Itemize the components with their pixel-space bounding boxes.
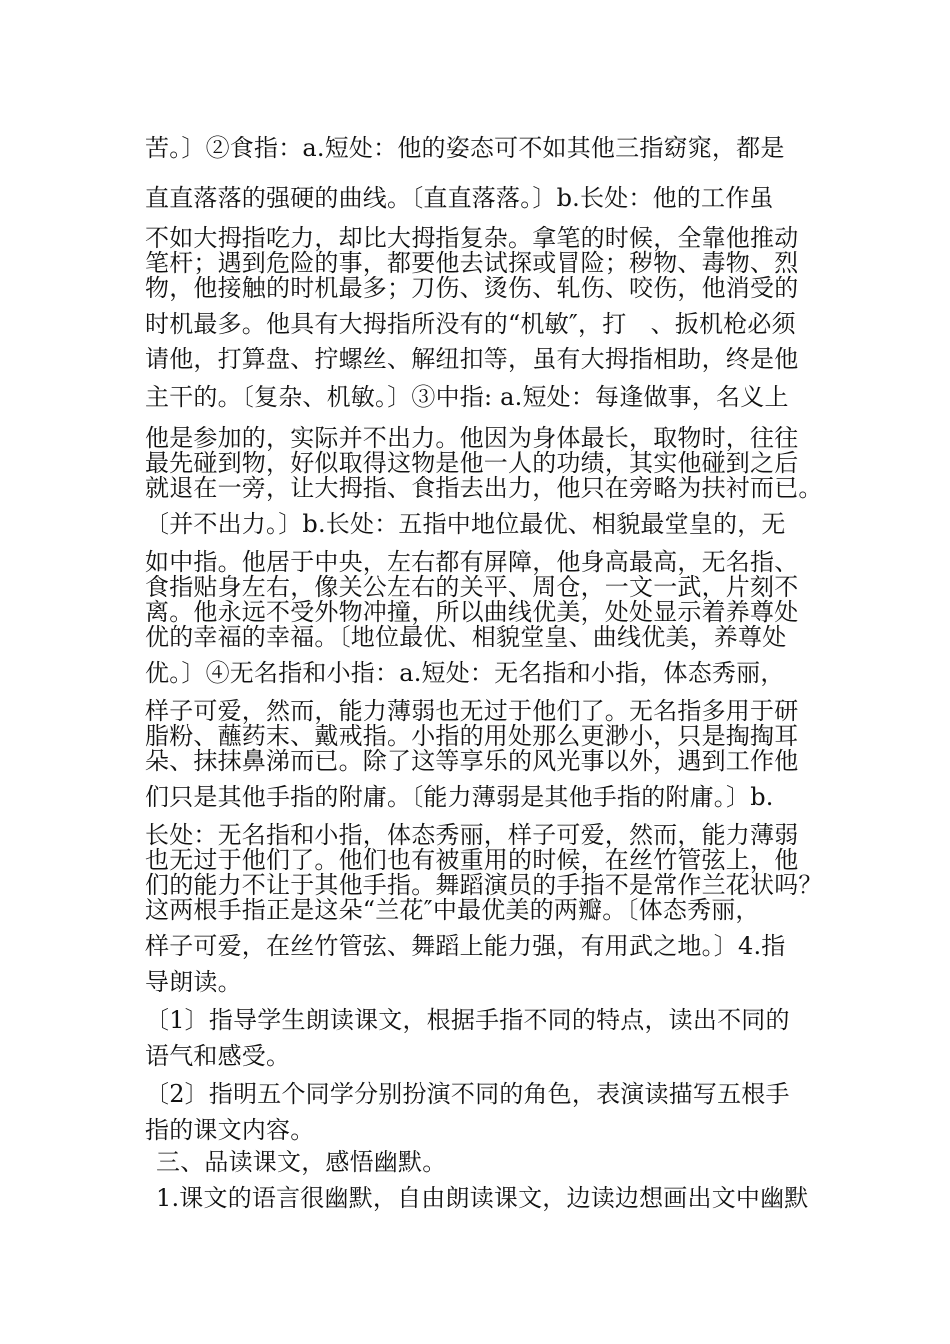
text-line: 语气和感受。 [145,1042,291,1070]
text-line: 〔2〕指明五个同学分别扮演不同的角色，表演读描写五根手 [145,1080,790,1108]
text-line: 脂粉、蘸药末、戴戒指。小指的用处那么更渺小，只是掏掏耳 [145,722,799,750]
text-line: 不如大拇指吃力，却比大拇指复杂。拿笔的时候，全靠他推动 [145,224,799,252]
text-line: 也无过于他们了。他们也有被重用的时候，在丝竹管弦上，他 [145,846,799,874]
text-line: 苦。〕②食指：a.短处：他的姿态可不如其他三指窈窕，都是 [145,134,785,162]
text-line: 优的幸福的幸福。〔地位最优、相貌堂皇、曲线优美，养尊处 [145,623,787,651]
text-line: 样子可爱，然而，能力薄弱也无过于他们了。无名指多用于研 [145,697,799,725]
text-line: 朵、抹抹鼻涕而已。除了这等享乐的风光事以外，遇到工作他 [145,747,799,775]
text-line: 物，他接触的时机最多；刀伤、烫伤、轧伤、咬伤，他消受的 [145,274,799,302]
section-heading: 三、品读课文，感悟幽默。 [156,1148,447,1176]
text-line: 〔1〕指导学生朗读课文，根据手指不同的特点，读出不同的 [145,1006,790,1034]
text-line: 如中指。他居于中央，左右都有屏障，他身高最高，无名指、 [145,548,799,576]
text-line: 这两根手指正是这朵“兰花″中最优美的两瓣。〔体态秀丽， [145,896,760,924]
text-line: 食指贴身左右，像关公左右的关平、周仓，一文一武，片刻不 [145,573,799,601]
text-line: 他是参加的，实际并不出力。他因为身体最长，取物时，往往 [145,424,799,452]
text-line: 笔杆；遇到危险的事，都要他去试探或冒险；秽物、毒物、烈 [145,249,799,277]
text-line: 离。他永远不受外物冲撞，所以曲线优美，处处显示着养尊处 [145,598,799,626]
text-line: 样子可爱，在丝竹管弦、舞蹈上能力强，有用武之地。〕4.指 [145,932,786,960]
text-line: 长处：无名指和小指，体态秀丽，样子可爱，然而，能力薄弱 [145,821,799,849]
text-line: 优。〕④无名指和小指：a.短处：无名指和小指，体态秀丽， [145,659,785,687]
text-line: 导朗读。 [145,968,242,996]
text-line: 们的能力不让于其他手指。舞蹈演员的手指不是常作兰花状吗？ [145,871,823,899]
text-line: 1.课文的语言很幽默，自由朗读课文，边读边想画出文中幽默 [156,1184,809,1212]
text-line: 最先碰到物，好似取得这物是他一人的功绩，其实他碰到之后 [145,449,799,477]
text-line: 直直落落的强硬的曲线。〔直直落落。〕b.长处：他的工作虽 [145,184,774,212]
text-line: 们只是其他手指的附庸。〔能力薄弱是其他手指的附庸。〕b. [145,783,774,811]
text-line: 主干的。〔复杂、机敏。〕③中指: a.短处：每逢做事，名义上 [145,383,789,411]
text-line: 指的课文内容。 [145,1116,315,1144]
text-line: 请他，打算盘、拧螺丝、解纽扣等，虽有大拇指相助，终是他 [145,345,799,373]
text-line: 〔并不出力。〕b.长处：五指中地位最优、相貌最堂皇的，无 [145,510,786,538]
text-line: 就退在一旁，让大拇指、食指去出力，他只在旁略为扶衬而已。 [145,474,823,502]
text-line: 时机最多。他具有大拇指所没有的“机敏″，打 、扳机枪必须 [145,310,796,338]
